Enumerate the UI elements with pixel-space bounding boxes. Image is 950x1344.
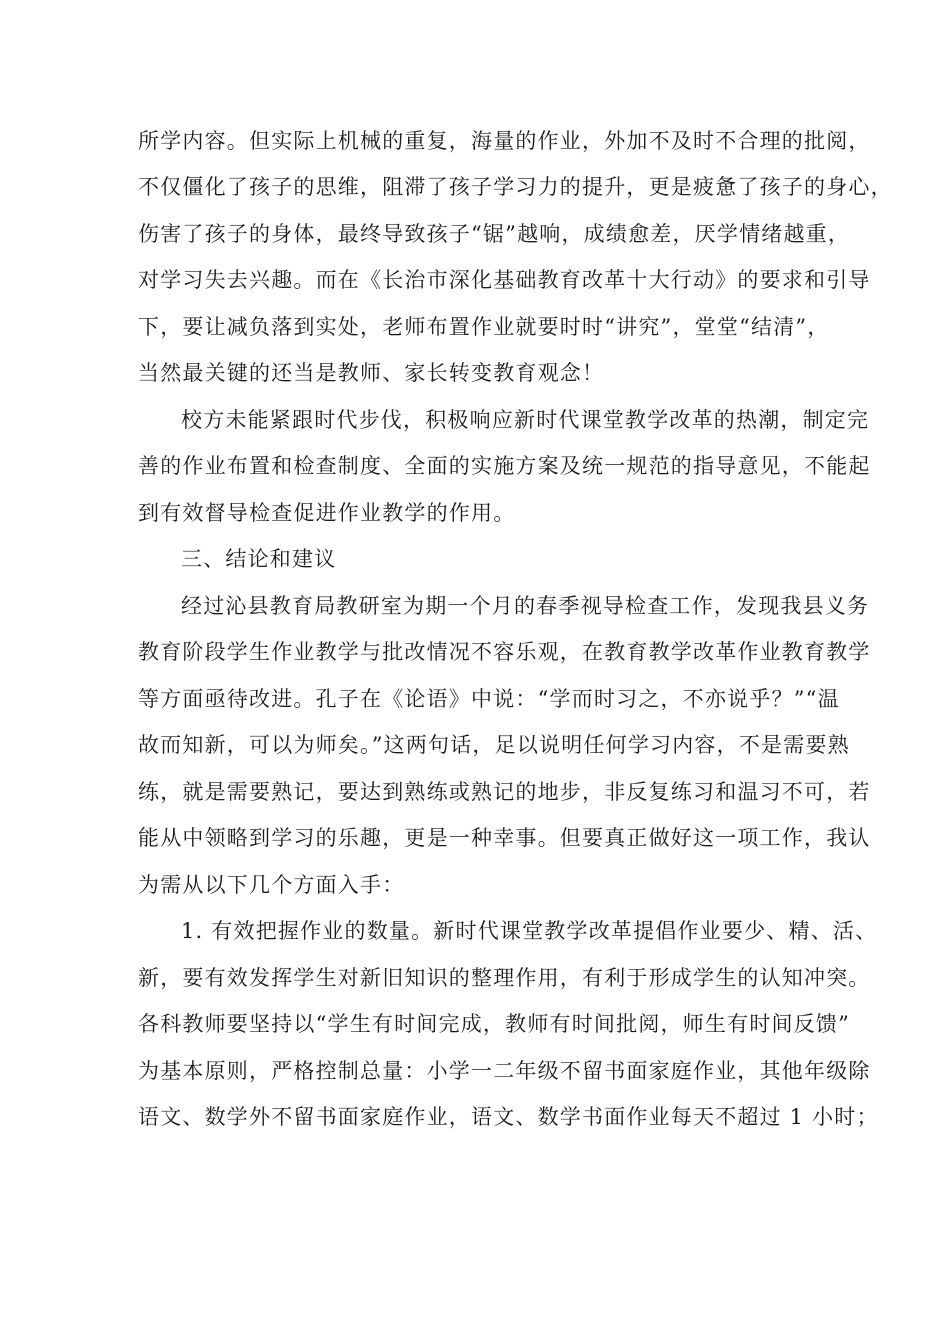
paragraph-3-line-3: 等方面亟待改进。孔子在《论语》中说：“学而时习之，不亦说乎？”“温 xyxy=(138,687,840,711)
paragraph-1-line-2: 不仅僵化了孩子的思维，阻滞了孩子学习力的提升，更是疲惫了孩子的身心， xyxy=(138,175,893,199)
paragraph-1-line-4: 对学习失去兴趣。而在《长治市深化基础教育改革十大行动》的要求和引导 xyxy=(138,268,871,292)
paragraph-4-line-1: 1. 有效把握作业的数量。新时代课堂教学改革提倡作业要少、精、活、 xyxy=(181,919,878,943)
paragraph-1-line-3: 伤害了孩子的身体，最终导致孩子“锯”越响，成绩愈差，厌学情绪越重， xyxy=(138,222,851,246)
paragraph-4-line-4: 为基本原则，严格控制总量：小学一二年级不留书面家庭作业，其他年级除 xyxy=(138,1059,871,1083)
paragraph-3-line-2: 教育阶段学生作业教学与批改情况不容乐观，在教育教学改革作业教育教学 xyxy=(138,640,871,664)
paragraph-1-line-6: 当然最关键的还当是教师、家长转变教育观念！ xyxy=(138,361,605,385)
paragraph-3-line-1: 经过沁县教育局教研室为期一个月的春季视导检查工作，发现我县义务 xyxy=(181,594,870,618)
paragraph-1-line-5: 下，要让减负落到实处，老师布置作业就要时时“讲究”，堂堂“结清”， xyxy=(138,315,830,339)
paragraph-3-line-7: 为需从以下几个方面入手： xyxy=(138,873,405,897)
paragraph-2-line-3: 到有效督导检查促进作业教学的作用。 xyxy=(138,501,516,525)
section-heading: 三、结论和建议 xyxy=(181,547,337,571)
paragraph-2-line-2: 善的作业布置和检查制度、全面的实施方案及统一规范的指导意见，不能起 xyxy=(138,454,871,478)
paragraph-3-line-4: 故而知新，可以为师矣。”这两句话，足以说明任何学习内容，不是需要熟 xyxy=(138,733,850,757)
paragraph-1-line-1: 所学内容。但实际上机械的重复，海量的作业，外加不及时不合理的批阅， xyxy=(138,129,871,153)
paragraph-4-line-5: 语文、数学外不留书面家庭作业，语文、数学书面作业每天不超过 1 小时； xyxy=(138,1105,879,1129)
paragraph-2-line-1: 校方未能紧跟时代步伐，积极响应新时代课堂教学改革的热潮，制定完 xyxy=(181,408,870,432)
paragraph-4-line-3: 各科教师要坚持以“学生有时间完成，教师有时间批阅，师生有时间反馈” xyxy=(138,1012,851,1036)
paragraph-4-line-2: 新，要有效发挥学生对新旧知识的整理作用，有利于形成学生的认知冲突。 xyxy=(138,966,871,990)
paragraph-3-line-6: 能从中领略到学习的乐趣，更是一种幸事。但要真正做好这一项工作，我认 xyxy=(138,826,871,850)
paragraph-3-line-5: 练，就是需要熟记，要达到熟练或熟记的地步，非反复练习和温习不可，若 xyxy=(138,780,871,804)
